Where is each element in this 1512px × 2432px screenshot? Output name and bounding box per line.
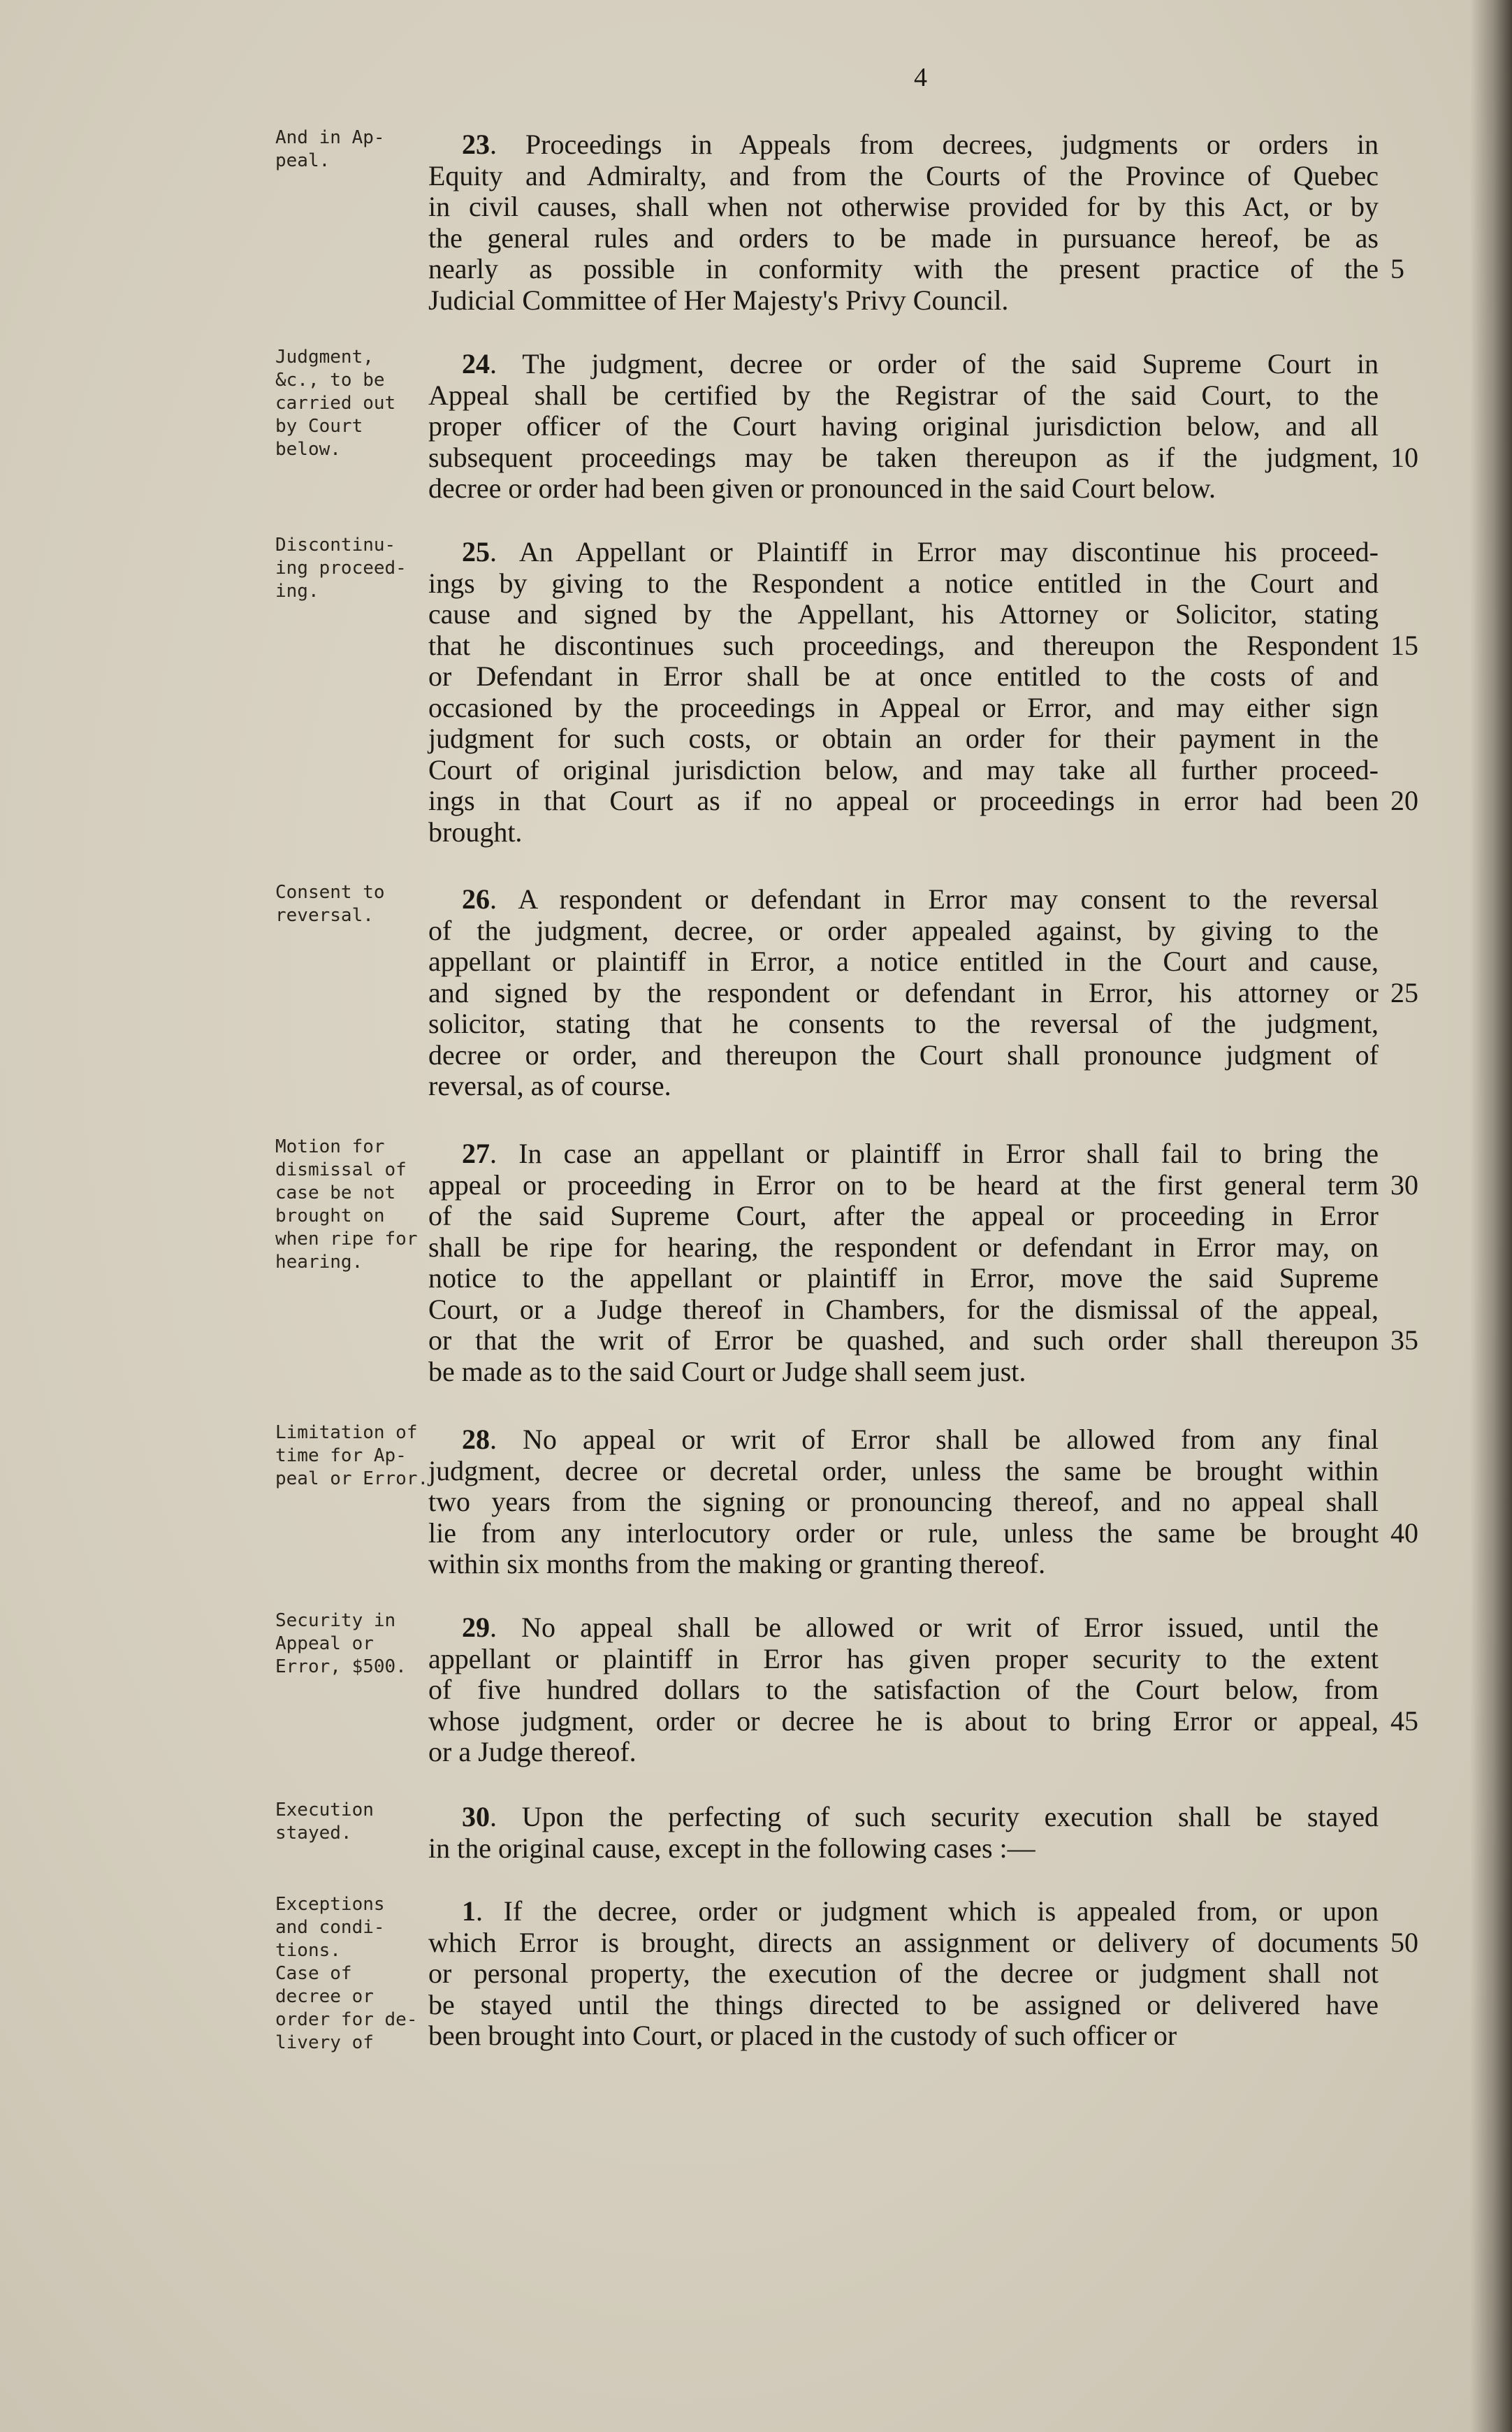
text-line: and signed by the respondent or defendant in Error, his attorney or: [428, 976, 1379, 1008]
text-line: in civil causes, shall when not otherwise provided for by this Act, or by: [428, 191, 1379, 222]
text-line-content: If the decree, order or judgment which is appealed from, or upon: [503, 1895, 1379, 1927]
margin-note: Judgment, &c., to be carried out by Court below.: [275, 347, 396, 460]
line-number: 40: [1390, 1517, 1418, 1549]
text-line: two years from the signing or pronouncing thereof, and no appeal shall: [428, 1486, 1379, 1517]
line-number: 45: [1390, 1704, 1418, 1737]
text-line: the general rules and orders to be made in pursuance hereof, be as: [428, 222, 1379, 254]
text-line: or that the writ of Error be quashed, and such order shall thereupon: [428, 1324, 1379, 1356]
text-line: decree or order had been given or pronounced in the said Court below.: [428, 472, 1216, 504]
binding-shadow: [1470, 0, 1512, 2432]
text-line: of the said Supreme Court, after the appeal or proceeding in Error: [428, 1200, 1379, 1231]
section-body: [428, 1802, 1379, 1864]
text-line-content: Upon the perfecting of such security execution shall be stayed: [521, 1801, 1379, 1832]
text-line-content: No appeal or writ of Error shall be allowed from any final: [523, 1424, 1379, 1455]
text-line: proper officer of the Court having original jurisdiction below, and all: [428, 410, 1379, 442]
text-line: of the judgment, decree, or order appealed against, by giving to the: [428, 914, 1379, 946]
line-number: 30: [1390, 1168, 1418, 1201]
text-line: judgment, decree or decretal order, unless the same be brought within: [428, 1454, 1379, 1486]
text-line: 30. Upon the perfecting of such security execution shall be stayed: [462, 1801, 1379, 1832]
text-line: brought.: [428, 816, 523, 848]
text-line: or personal property, the execution of the decree or judgment shall not: [428, 1957, 1379, 1989]
line-number: 50: [1390, 1926, 1418, 1958]
text-line: Court, or a Judge thereof in Chambers, for the dismissal of the appeal,: [428, 1293, 1379, 1325]
section-body: [428, 1896, 1379, 2052]
text-line: 24. The judgment, decree or order of the said Supreme Court in: [462, 348, 1379, 379]
text-line: or a Judge thereof.: [428, 1736, 637, 1767]
margin-note: Discontinu- ing proceed- ing.: [275, 535, 407, 602]
text-line: Appeal shall be certified by the Registrar of the said Court, to the: [428, 379, 1379, 411]
section-number: 28: [462, 1424, 490, 1455]
section-number: 1: [462, 1895, 476, 1927]
text-line: decree or order, and thereupon the Court shall pronounce judgment of: [428, 1038, 1379, 1071]
text-line: appellant or plaintiff in Error has given proper security to the extent: [428, 1642, 1379, 1674]
line-number: 10: [1390, 441, 1418, 473]
text-line: Judicial Committee of Her Majesty's Privy Council.: [428, 284, 1009, 316]
section-number: 30: [462, 1801, 490, 1832]
section-number: 26: [462, 883, 490, 915]
margin-note: Motion for dismissal of case be not brought on when ripe for hearing.: [275, 1136, 418, 1273]
section-body: [428, 129, 1379, 316]
text-line-content: The judgment, decree or order of the said Supreme Court in: [522, 348, 1379, 379]
text-line: appellant or plaintiff in Error, a notice entitled in the Court and cause,: [428, 946, 1379, 977]
text-line: nearly as possible in conformity with the present practice of the: [428, 253, 1379, 284]
text-line: 1. If the decree, order or judgment which is appealed from, or upon: [462, 1895, 1379, 1927]
section-number: 25: [462, 536, 490, 567]
section-number: 23: [462, 129, 490, 160]
text-line: appeal or proceeding in Error on to be heard at the first general term: [428, 1168, 1379, 1201]
text-line-content: No appeal shall be allowed or writ of Error issued, until the: [521, 1612, 1379, 1643]
text-line: solicitor, stating that he consents to the reversal of the judgment,: [428, 1008, 1379, 1039]
text-line-content: A respondent or defendant in Error may consent to the reversal: [518, 883, 1379, 915]
section-body: [428, 884, 1379, 1102]
text-line: in the original cause, except in the following cases :—: [428, 1832, 1035, 1864]
text-line: be made as to the said Court or Judge shall seem just.: [428, 1355, 1026, 1387]
text-line: 26. A respondent or defendant in Error may consent to the reversal: [462, 883, 1379, 915]
section-body: [428, 1138, 1379, 1387]
line-number: 15: [1390, 629, 1418, 661]
text-line: that he discontinues such proceedings, and thereupon the Respondent: [428, 629, 1379, 661]
line-number: 25: [1390, 976, 1418, 1008]
text-line: 25. An Appellant or Plaintiff in Error may discontinue his proceed-: [462, 536, 1379, 567]
section-number: 27: [462, 1138, 490, 1169]
margin-note: Consent to reversal.: [275, 882, 385, 926]
text-line-content: Proceedings in Appeals from decrees, judgments or orders in: [525, 129, 1379, 160]
text-line: of five hundred dollars to the satisfaction of the Court below, from: [428, 1674, 1379, 1705]
text-line: whose judgment, order or decree he is about to bring Error or appeal,: [428, 1704, 1379, 1737]
line-number: 5: [1390, 253, 1404, 284]
text-line: be stayed until the things directed to be assigned or delivered have: [428, 1988, 1379, 2020]
margin-note: Security in Appeal or Error, $500.: [275, 1610, 407, 1677]
text-line: ings in that Court as if no appeal or proceedings in error had been: [428, 785, 1379, 816]
section-body: [428, 1424, 1379, 1580]
text-line: shall be ripe for hearing, the respondent or defendant in Error may, on: [428, 1231, 1379, 1263]
margin-note: Limitation of time for Ap- peal or Error.: [275, 1422, 429, 1489]
page-number: 4: [914, 63, 927, 92]
text-line: ings by giving to the Respondent a notice entitled in the Court and: [428, 567, 1379, 599]
text-line: reversal, as of course.: [428, 1070, 671, 1101]
text-line: Court of original jurisdiction below, and may take all further proceed-: [428, 753, 1379, 786]
text-line: occasioned by the proceedings in Appeal or Error, and may either sign: [428, 691, 1379, 723]
margin-note: And in Ap- peal.: [275, 127, 385, 171]
text-line: 27. In case an appellant or plaintiff in Error shall fail to bring the: [462, 1138, 1379, 1169]
text-line: 23. Proceedings in Appeals from decrees, judgments or orders in: [462, 129, 1379, 160]
margin-note: Execution stayed.: [275, 1800, 374, 1844]
text-line: cause and signed by the Appellant, his Attorney or Solicitor, stating: [428, 598, 1379, 630]
section-number: 24: [462, 348, 490, 379]
section-body: [428, 1612, 1379, 1768]
section-number: 29: [462, 1612, 490, 1643]
text-line-content: An Appellant or Plaintiff in Error may discontinue his proceed-: [518, 536, 1379, 567]
text-line: within six months from the making or granting thereof.: [428, 1548, 1046, 1579]
text-line: or Defendant in Error shall be at once entitled to the costs of and: [428, 660, 1379, 692]
line-number: 20: [1390, 785, 1418, 816]
text-line: 29. No appeal shall be allowed or writ of Error issued, until the: [462, 1612, 1379, 1643]
text-line: 28. No appeal or writ of Error shall be allowed from any final: [462, 1424, 1379, 1455]
text-line: subsequent proceedings may be taken thereupon as if the judgment,: [428, 441, 1379, 473]
text-line: which Error is brought, directs an assignment or delivery of documents: [428, 1926, 1379, 1958]
section-body: [428, 537, 1379, 848]
text-line: judgment for such costs, or obtain an order for their payment in the: [428, 723, 1379, 754]
text-line: lie from any interlocutory order or rule, unless the same be brought: [428, 1517, 1379, 1549]
line-number: 35: [1390, 1324, 1418, 1356]
margin-note: Exceptions and condi- tions. Case of decree or order for de- livery of: [275, 1894, 418, 2053]
text-line: been brought into Court, or placed in the custody of such officer or: [428, 2020, 1177, 2051]
section-body: [428, 349, 1379, 505]
text-line: Equity and Admiralty, and from the Courts of the Province of Quebec: [428, 159, 1379, 191]
text-line-content: In case an appellant or plaintiff in Error shall fail to bring the: [518, 1138, 1379, 1169]
text-line: notice to the appellant or plaintiff in Error, move the said Supreme: [428, 1262, 1379, 1294]
